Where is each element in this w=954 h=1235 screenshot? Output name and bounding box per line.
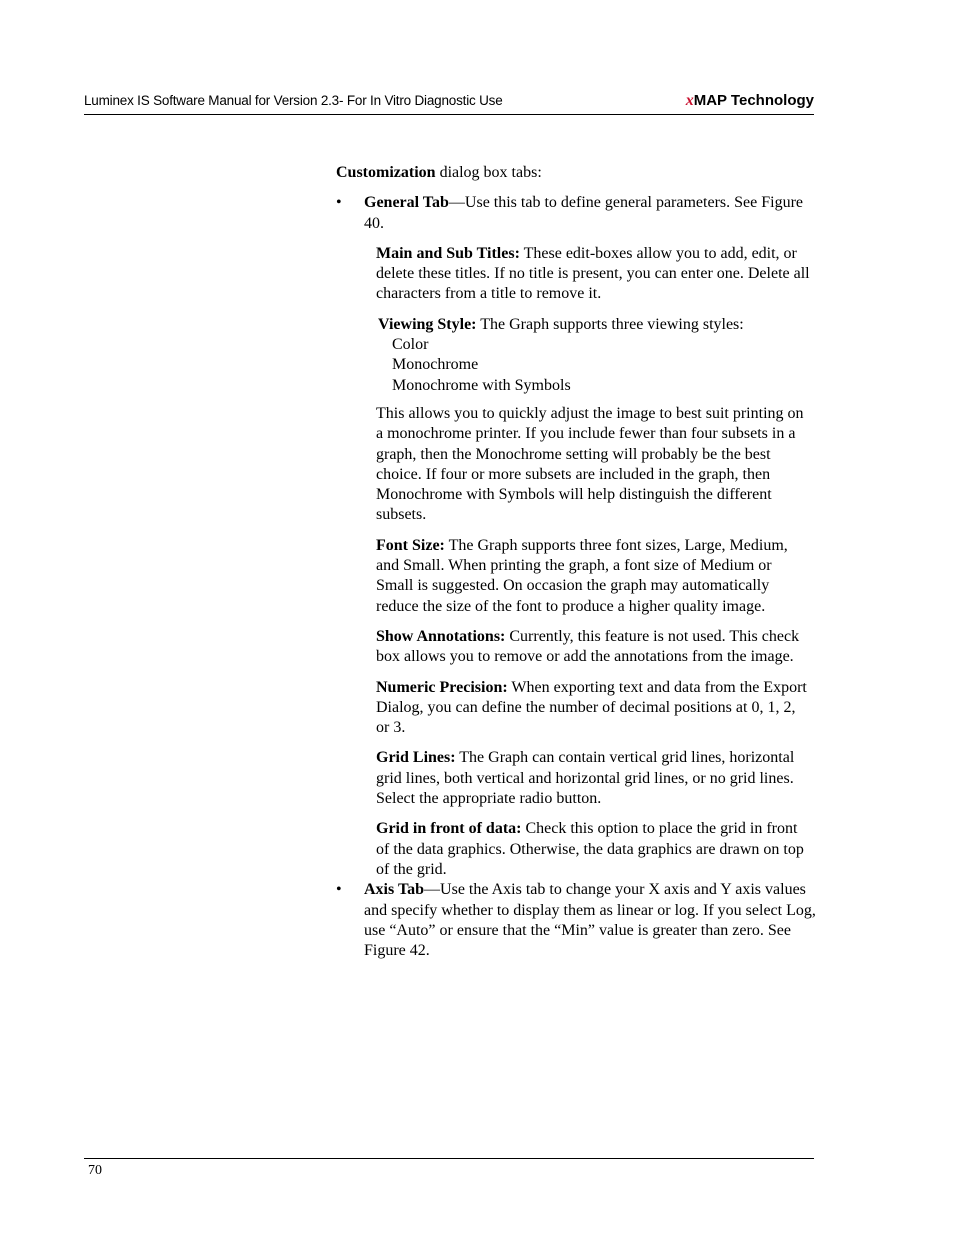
numeric-precision-bold: Numeric Precision:	[376, 678, 508, 696]
viewing-style-paragraph	[378, 315, 814, 335]
general-tab-bullet	[336, 193, 816, 234]
font-size-bold: Font Size:	[376, 536, 445, 554]
general-tab-text: —Use this tab to define general parameters. See Figure 40.	[364, 194, 804, 232]
main-content	[336, 163, 816, 961]
intro-bold: Customization	[336, 164, 436, 181]
axis-tab-paragraph	[364, 880, 816, 961]
intro-text: dialog box tabs:	[435, 164, 542, 181]
viewing-style-item: Monochrome with Symbols	[392, 376, 571, 394]
show-annotations-bold: Show Annotations:	[376, 627, 506, 645]
footer-rule	[84, 1158, 814, 1159]
header-manual-title: Luminex IS Software Manual for Version 2.3- For In Vitro Diagnostic Use	[84, 93, 503, 108]
page-header	[84, 92, 814, 115]
grid-front-paragraph	[376, 819, 812, 880]
grid-front-bold: Grid in front of data:	[376, 820, 522, 838]
grid-lines-paragraph	[376, 748, 812, 809]
general-tab-paragraph	[364, 193, 816, 234]
grid-lines-text: The Graph can contain vertical grid lines, horizontal grid lines, both vertical and horizontal grid lines, or no grid lines. Select the appropriate radio button.	[376, 749, 795, 808]
numeric-precision-text: When exporting text and data from the Export Dialog, you can define the number of decimal positions at 0, 1, 2, or 3.	[376, 678, 807, 737]
grid-lines-bold: Grid Lines:	[376, 749, 456, 767]
header-brand-rest: MAP Technology	[693, 92, 814, 109]
bullet-marker: •	[336, 194, 342, 212]
general-tab-bold: General Tab	[364, 194, 449, 212]
bullet-marker: •	[336, 881, 342, 899]
intro-paragraph	[336, 163, 816, 183]
header-brand-x: x	[685, 92, 694, 109]
numeric-precision-paragraph	[376, 678, 812, 739]
font-size-paragraph	[376, 536, 812, 617]
main-sub-titles-paragraph	[376, 244, 812, 305]
viewing-style-item: Color	[392, 336, 429, 354]
show-annotations-paragraph	[376, 627, 812, 668]
grid-front-text: Check this option to place the grid in front of the data graphics. Otherwise, the data graphics are drawn on top of the grid.	[376, 820, 804, 878]
main-sub-titles-bold: Main and Sub Titles:	[376, 244, 520, 262]
viewing-note-paragraph: This allows you to quickly adjust the image to best suit printing on a monochrome printer. If you include fewer than four subsets in a graph, then the Monochrome setting will probably be the best choice. If four or more subsets are included in the graph, then Monochrome with Symbols will help distinguish the different subsets.	[376, 404, 804, 524]
axis-tab-bold: Axis Tab	[364, 881, 425, 899]
header-brand	[686, 92, 814, 110]
viewing-style-text: The Graph supports three viewing styles:	[476, 315, 744, 333]
axis-tab-text: —Use the Axis tab to change your X axis and Y axis values and specify whether to display them as linear or log. If you select Log, use “Auto” or ensure that the “Min” value is greater than zero. See Figure 42.	[364, 881, 816, 960]
main-sub-titles-text: These edit-boxes allow you to add, edit, or delete these titles. If no title is present, you can enter one. Delete all characters from a title to remove it.	[376, 244, 810, 303]
font-size-text: The Graph supports three font sizes, Large, Medium, and Small. When printing the graph, a font size of Medium or Small is suggested. On occasion the graph may automatically reduce the size of the font to produce a higher quality image.	[376, 536, 788, 615]
show-annotations-text: Currently, this feature is not used. This check box allows you to remove or add the annotations from the image.	[376, 627, 800, 666]
page-number: 70	[88, 1163, 102, 1178]
axis-tab-bullet	[336, 880, 816, 961]
viewing-style-item: Monochrome	[392, 356, 479, 374]
viewing-style-bold: Viewing Style:	[378, 315, 477, 333]
